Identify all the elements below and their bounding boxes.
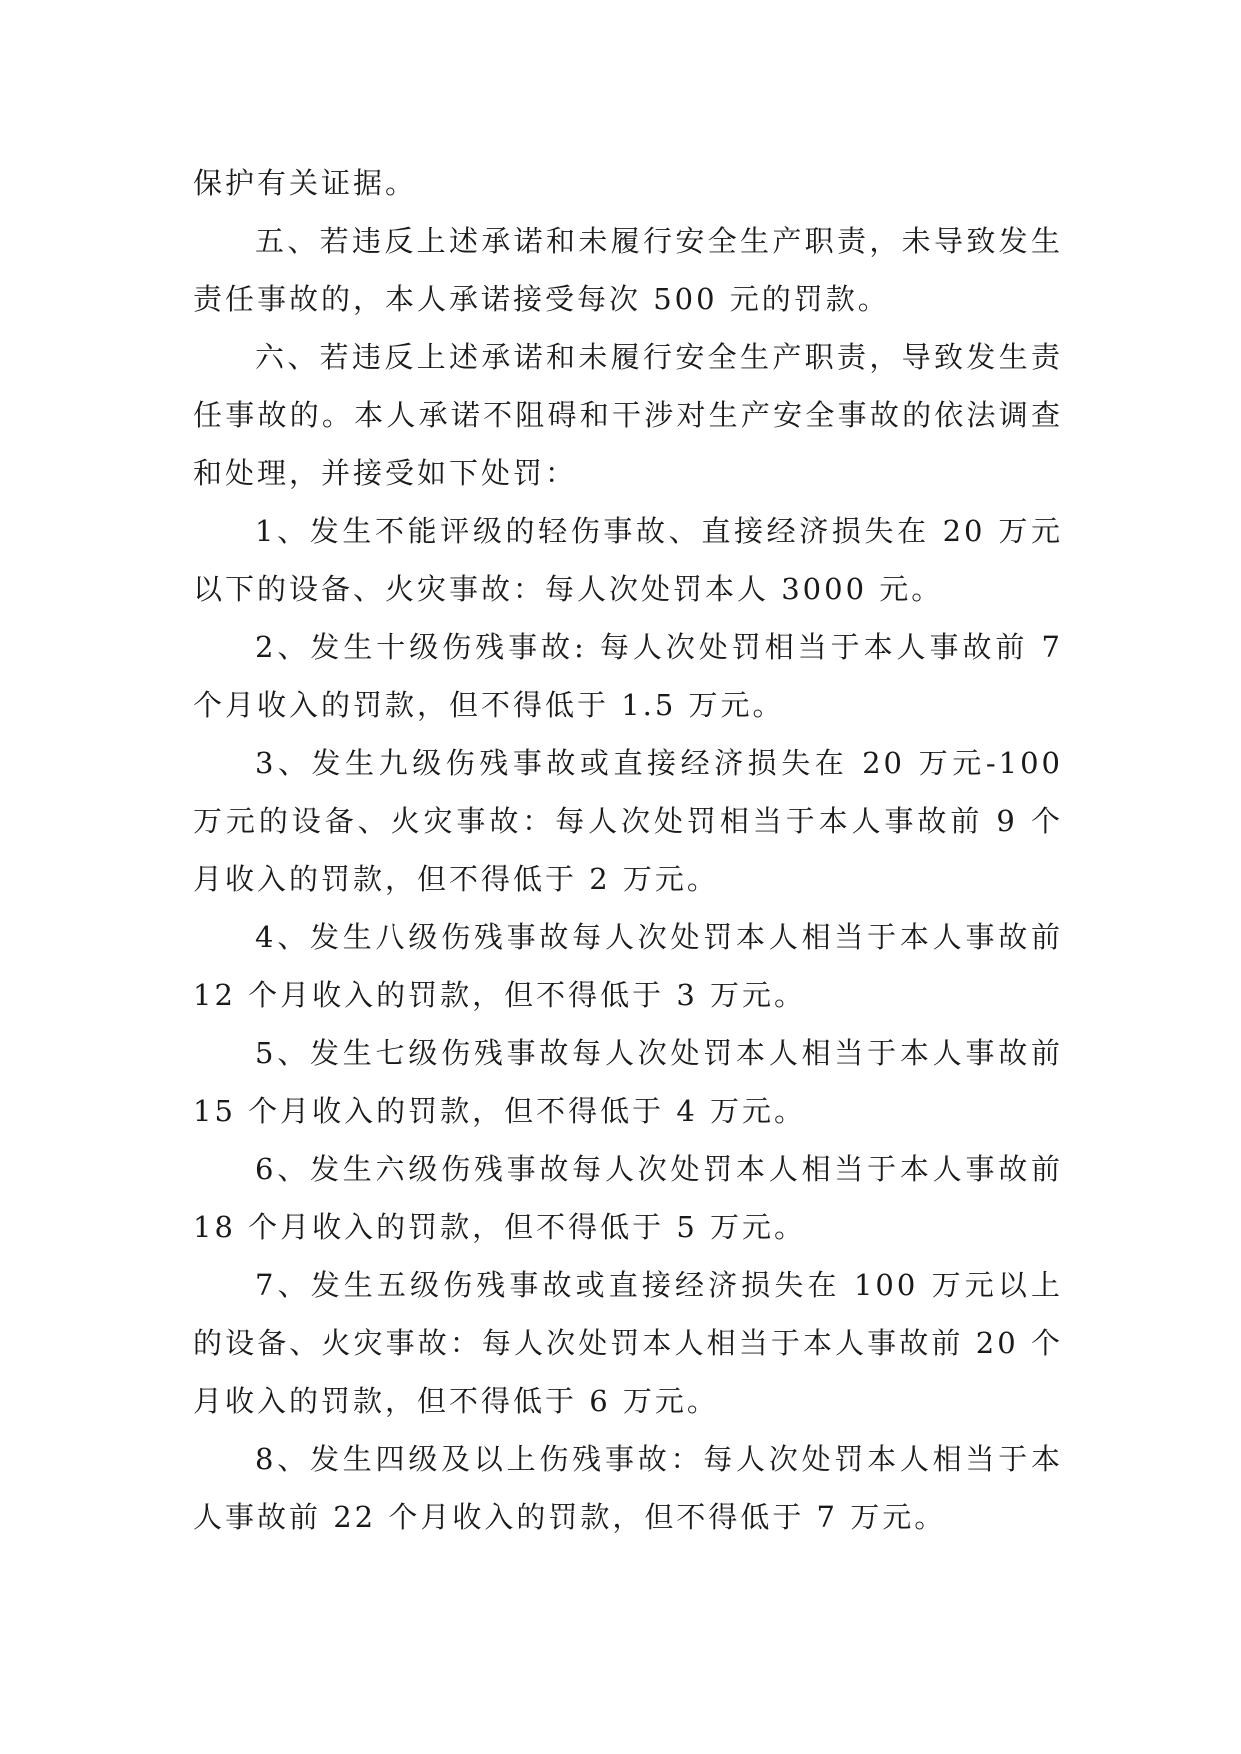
paragraph-clause-6: 六、若违反上述承诺和未履行安全生产职责，导致发生责任事故的。本人承诺不阻碍和干涉对生产安全事故的依法调查和处理，并接受如下处罚： (193, 340, 1063, 490)
paragraph-item-4: 4、发生八级伤残事故每人次处罚本人相当于本人事故前 12 个月收入的罚款，但不得低于 3 万元。 (193, 920, 1063, 1012)
paragraph-item-6: 6、发生六级伤残事故每人次处罚本人相当于本人事故前 18 个月收入的罚款，但不得低于 5 万元。 (193, 1152, 1063, 1244)
paragraph-item-1: 1、发生不能评级的轻伤事故、直接经济损失在 20 万元以下的设备、火灾事故：每人次处罚本人 3000 元。 (193, 514, 1063, 606)
document-body (193, 154, 1063, 1546)
paragraph-item-3: 3、发生九级伤残事故或直接经济损失在 20 万元-100 万元的设备、火灾事故：每人次处罚相当于本人事故前 9 个月收入的罚款，但不得低于 2 万元。 (193, 746, 1063, 896)
paragraph-item-8: 8、发生四级及以上伤残事故：每人次处罚本人相当于本人事故前 22 个月收入的罚款，但不得低于 7 万元。 (193, 1442, 1063, 1534)
paragraph-continuation: 保护有关证据。 (193, 166, 418, 200)
paragraph-item-2: 2、发生十级伤残事故: 每人次处罚相当于本人事故前 7 个月收入的罚款，但不得低于 1.5 万元。 (193, 630, 1063, 722)
paragraph-item-5: 5、发生七级伤残事故每人次处罚本人相当于本人事故前 15 个月收入的罚款，但不得低于 4 万元。 (193, 1036, 1063, 1128)
paragraph-item-7: 7、发生五级伤残事故或直接经济损失在 100 万元以上的设备、火灾事故：每人次处罚本人相当于本人事故前 20 个月收入的罚款，但不得低于 6 万元。 (193, 1268, 1063, 1418)
paragraph-clause-5: 五、若违反上述承诺和未履行安全生产职责，未导致发生责任事故的，本人承诺接受每次 500 元的罚款。 (193, 224, 1063, 316)
